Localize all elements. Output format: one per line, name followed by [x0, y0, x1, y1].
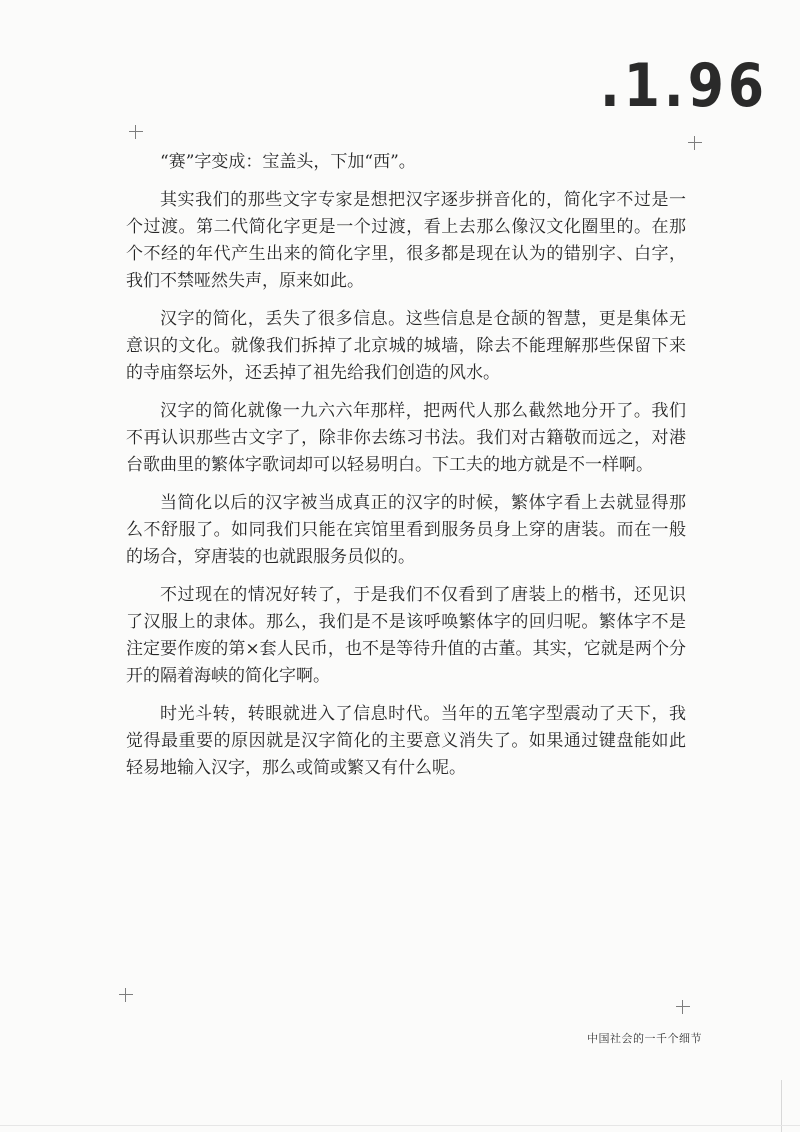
paragraph-1: “赛”字变成：宝盖头，下加“西”。 — [160, 152, 416, 172]
body-text — [126, 149, 686, 793]
crop-mark-bottom-right-icon — [676, 1000, 690, 1014]
running-footer-title: 中国社会的一千个细节 — [587, 1032, 702, 1045]
crop-mark-top-right-icon — [688, 136, 702, 150]
crop-mark-bottom-left-icon — [119, 988, 133, 1002]
page-number: .1.96 — [600, 52, 769, 121]
paragraph-2: 其实我们的那些文字专家是想把汉字逐步拼音化的，简化字不过是一个过渡。第二代简化字更是一个过渡，看上去那么像汉文化圈里的。在那个不经的年代产生出来的简化字里，很多都是现在认为的错别字、白字，我们不禁哑然失声，原来如此。 — [126, 190, 686, 291]
crop-mark-top-left-icon — [129, 125, 143, 139]
paragraph-3: 汉字的简化，丢失了很多信息。这些信息是仓颉的智慧，更是集体无意识的文化。就像我们拆掉了北京城的城墙，除去不能理解那些保留下来的寺庙祭坛外，还丢掉了祖先给我们创造的风水。 — [126, 309, 686, 383]
paragraph-7: 时光斗转，转眼就进入了信息时代。当年的五笔字型震动了天下，我觉得最重要的原因就是汉字简化的主要意义消失了。如果通过键盘能如此轻易地输入汉字，那么或简或繁又有什么呢。 — [126, 704, 686, 778]
paragraph-4: 汉字的简化就像一九六六年那样，把两代人那么截然地分开了。我们不再认识那些古文字了，除非你去练习书法。我们对古籍敬而远之，对港台歌曲里的繁体字歌词却可以轻易明白。下工夫的地方就是不一样啊。 — [126, 401, 686, 475]
paragraph-6: 不过现在的情况好转了，于是我们不仅看到了唐装上的楷书，还见识了汉服上的隶体。那么，我们是不是该呼唤繁体字的回归呢。繁体字不是注定要作废的第×套人民币，也不是等待升值的古董。其实，它就是两个分开的隔着海峡的简化字啊。 — [126, 585, 686, 686]
scan-edge-bottom-line — [0, 1125, 800, 1126]
paragraph-5: 当简化以后的汉字被当成真正的汉字的时候，繁体字看上去就显得那么不舒服了。如同我们只能在宾馆里看到服务员身上穿的唐装。而在一般的场合，穿唐装的也就跟服务员似的。 — [126, 493, 686, 567]
